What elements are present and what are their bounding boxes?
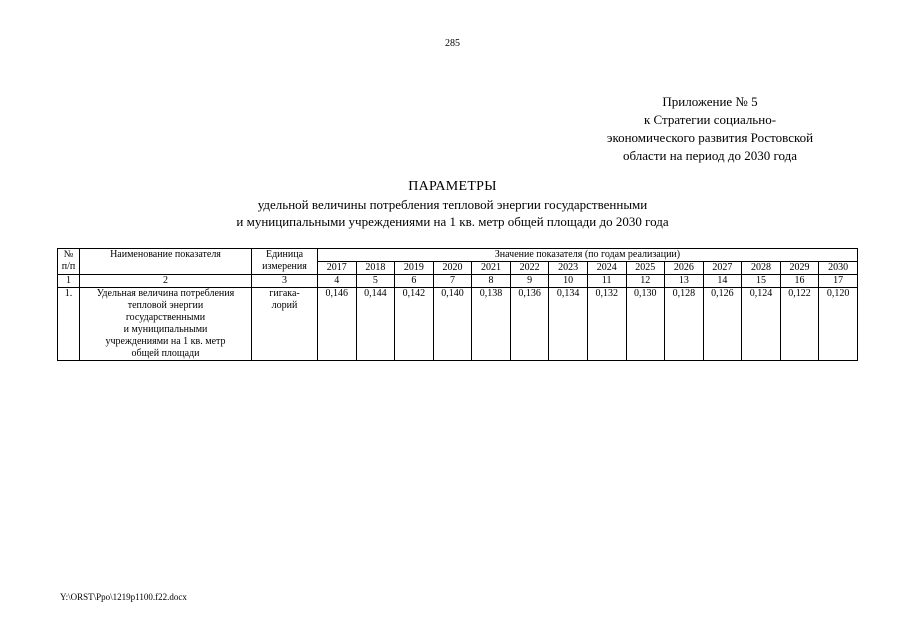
header-year: 2018	[356, 262, 395, 275]
appendix-line: экономического развития Ростовской	[606, 130, 814, 145]
column-number: 16	[780, 275, 819, 288]
table-header-row	[58, 249, 858, 262]
header-unit: Единица измерения	[252, 249, 318, 275]
value-cell: 0,144	[356, 288, 395, 361]
header-values-group: Значение показателя (по годам реализации)	[318, 249, 858, 262]
column-number: 3	[252, 275, 318, 288]
value-cell: 0,136	[510, 288, 549, 361]
value-cell: 0,134	[549, 288, 588, 361]
row-unit: гигака- лорий	[252, 288, 318, 361]
header-year: 2030	[819, 262, 858, 275]
page-number: 285	[445, 38, 460, 49]
row-indicator-name: Удельная величина потребления тепловой энергии государственными и муниципальными учреждениями на 1 кв. метр общей площади	[80, 288, 252, 361]
value-cell: 0,128	[665, 288, 704, 361]
column-number: 11	[587, 275, 626, 288]
column-number: 15	[742, 275, 781, 288]
header-year: 2024	[587, 262, 626, 275]
column-number: 5	[356, 275, 395, 288]
title-subtitle-line: удельной величины потребления тепловой энергии государственными	[257, 197, 648, 212]
column-number: 12	[626, 275, 665, 288]
appendix-line: области на период до 2030 года	[623, 148, 797, 163]
title-main: ПАРАМЕТРЫ	[408, 179, 497, 194]
header-year: 2020	[433, 262, 472, 275]
value-cell: 0,138	[472, 288, 511, 361]
column-number: 13	[665, 275, 704, 288]
header-year: 2029	[780, 262, 819, 275]
value-cell: 0,120	[819, 288, 858, 361]
column-number: 17	[819, 275, 858, 288]
table-row	[58, 288, 858, 361]
appendix-line: к Стратегии социально-	[643, 112, 777, 127]
column-number: 6	[395, 275, 434, 288]
column-number: 1	[58, 275, 80, 288]
value-cell: 0,132	[587, 288, 626, 361]
title-subtitle-line: и муниципальными учреждениями на 1 кв. метр общей площади до 2030 года	[236, 214, 669, 229]
header-year: 2022	[510, 262, 549, 275]
appendix-note	[560, 93, 860, 165]
parameters-table	[57, 248, 858, 361]
column-number: 9	[510, 275, 549, 288]
header-year: 2023	[549, 262, 588, 275]
column-number: 8	[472, 275, 511, 288]
value-cell: 0,124	[742, 288, 781, 361]
file-path-footer: Y:\ORST\Ppo\1219p1100.f22.docx	[60, 592, 187, 602]
value-cell: 0,126	[703, 288, 742, 361]
column-number: 4	[318, 275, 357, 288]
header-num: № п/п	[58, 249, 80, 275]
value-cell: 0,122	[780, 288, 819, 361]
header-year: 2021	[472, 262, 511, 275]
header-year: 2028	[742, 262, 781, 275]
appendix-line: Приложение № 5	[662, 94, 758, 109]
value-cell: 0,130	[626, 288, 665, 361]
column-number: 14	[703, 275, 742, 288]
header-year: 2017	[318, 262, 357, 275]
value-cell: 0,140	[433, 288, 472, 361]
document-title	[0, 178, 905, 230]
header-year: 2025	[626, 262, 665, 275]
value-cell: 0,146	[318, 288, 357, 361]
column-number-row	[58, 275, 858, 288]
header-year: 2027	[703, 262, 742, 275]
header-year: 2026	[665, 262, 704, 275]
column-number: 2	[80, 275, 252, 288]
row-number: 1.	[58, 288, 80, 361]
header-name: Наименование показателя	[80, 249, 252, 275]
column-number: 10	[549, 275, 588, 288]
header-year: 2019	[395, 262, 434, 275]
column-number: 7	[433, 275, 472, 288]
value-cell: 0,142	[395, 288, 434, 361]
